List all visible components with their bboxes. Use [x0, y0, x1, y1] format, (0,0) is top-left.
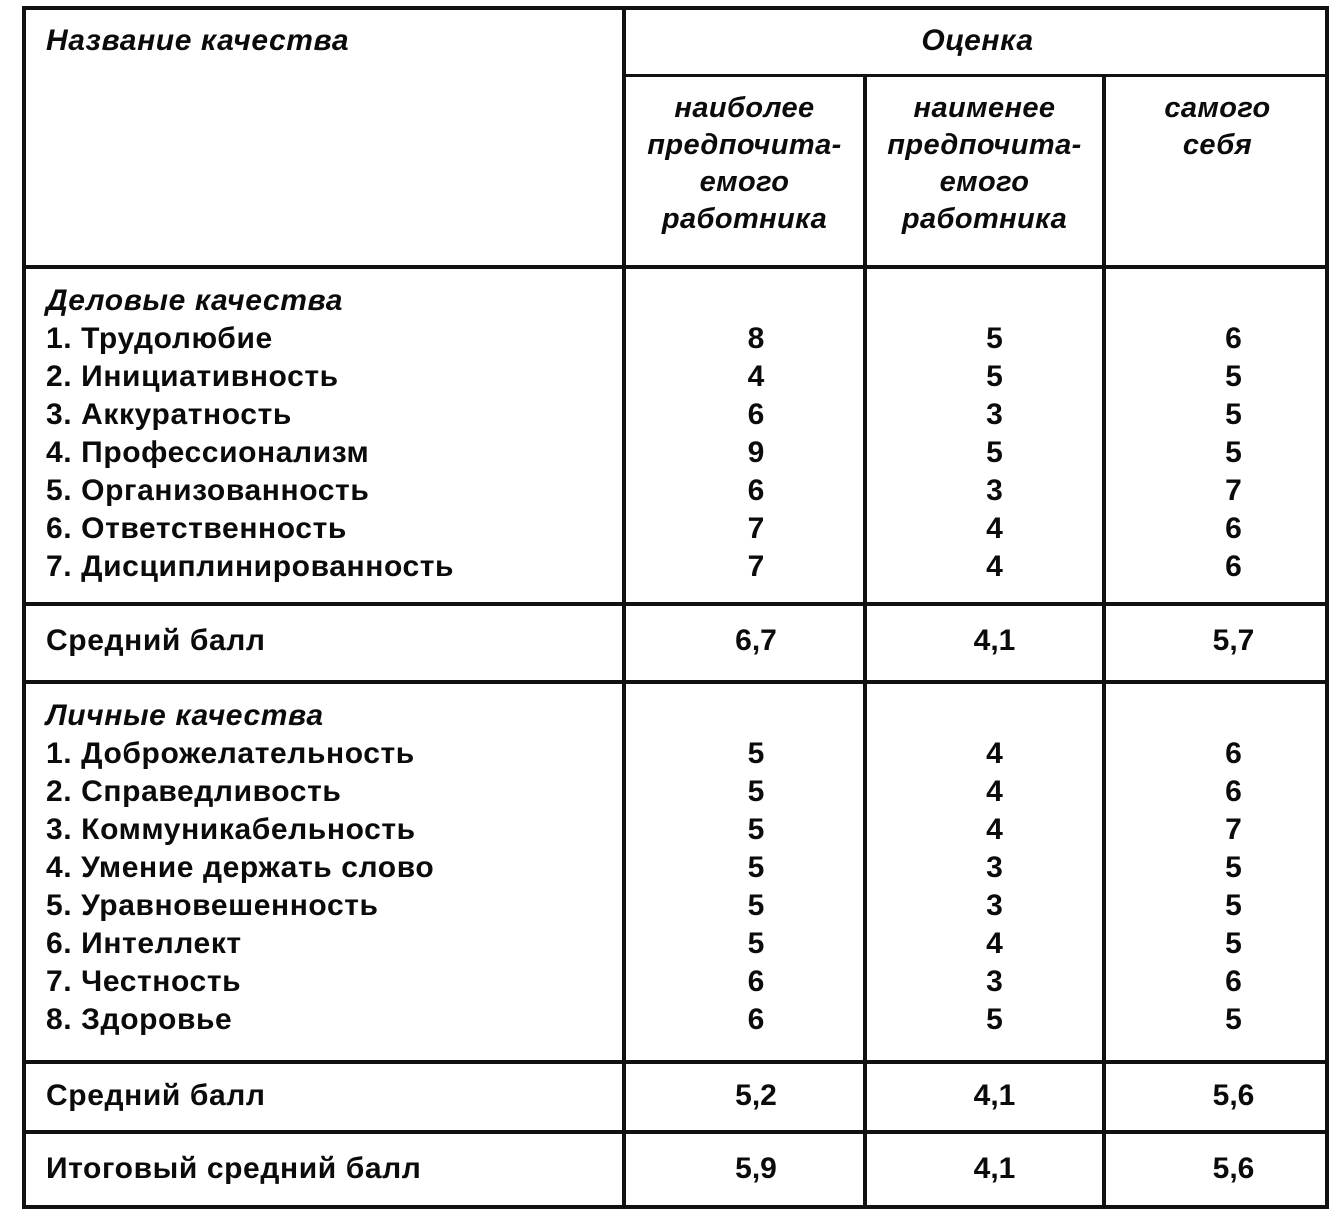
- business-average-most: 6,7: [735, 624, 777, 657]
- personal-item: 5. Уравновешенность: [46, 889, 379, 922]
- business-least-values: 5 5 3 5 3 4 4: [986, 322, 1003, 583]
- personal-item: 3. Коммуникабельность: [46, 813, 416, 846]
- header-most-preferred: наиболее предпочита- емого работника: [647, 92, 842, 235]
- business-average-least: 4,1: [973, 624, 1016, 657]
- personal-average-most: 5,2: [735, 1079, 777, 1112]
- rating-header-line: [626, 74, 1329, 77]
- business-most-values: 8 4 6 9 6 7 7: [747, 322, 765, 583]
- total-average-self: 5,6: [1212, 1152, 1255, 1185]
- business-item: 6. Ответственность: [46, 512, 347, 545]
- business-item: 2. Инициативность: [46, 360, 339, 393]
- business-item: 5. Организованность: [46, 474, 370, 507]
- personal-bottom-line: [22, 1060, 1329, 1064]
- business-item: 7. Дисциплинированность: [46, 550, 455, 583]
- personal-item: 4. Умение держать слово: [46, 851, 435, 884]
- business-avg-bottom-line: [22, 680, 1329, 684]
- business-average-label: Средний балл: [46, 624, 266, 657]
- header-rating: Оценка: [921, 24, 1034, 57]
- business-item: 1. Трудолюбие: [46, 322, 273, 355]
- header-least-preferred: наименее предпочита- емого работника: [887, 92, 1082, 235]
- personal-item: 8. Здоровье: [46, 1003, 233, 1036]
- total-average-most: 5,9: [735, 1152, 777, 1185]
- personal-title: Личные качества: [46, 699, 324, 732]
- business-item: 3. Аккуратность: [46, 398, 292, 431]
- header-bottom-line: [22, 265, 1329, 269]
- business-average-self: 5,7: [1212, 624, 1255, 657]
- personal-least-values: 4 4 4 3 3 4 3 5: [986, 737, 1003, 1036]
- business-self-values: 6 5 5 5 7 6 6: [1225, 322, 1242, 583]
- personal-average-least: 4,1: [973, 1079, 1016, 1112]
- business-bottom-line: [22, 602, 1329, 606]
- personal-average-self: 5,6: [1212, 1079, 1255, 1112]
- business-item: 4. Профессионализм: [46, 436, 370, 469]
- personal-self-values: 6 6 7 5 5 5 6 5: [1225, 737, 1242, 1036]
- header-name-column: Название качества: [46, 24, 350, 57]
- personal-item: 7. Честность: [46, 965, 242, 998]
- personal-average-label: Средний балл: [46, 1079, 266, 1112]
- personal-avg-bottom-line: [22, 1130, 1329, 1134]
- personal-most-values: 5 5 5 5 5 5 6 6: [747, 737, 765, 1036]
- business-qualities-list: [46, 282, 454, 586]
- personal-item: 1. Доброжелательность: [46, 737, 415, 770]
- business-title: Деловые качества: [46, 284, 344, 317]
- total-average-label: Итоговый средний балл: [46, 1152, 422, 1185]
- personal-item: 6. Интеллект: [46, 927, 242, 960]
- personal-item: 2. Справедливость: [46, 775, 342, 808]
- total-average-least: 4,1: [973, 1152, 1016, 1185]
- personal-qualities-list: [46, 697, 434, 1039]
- header-self: самого себя: [1164, 92, 1271, 161]
